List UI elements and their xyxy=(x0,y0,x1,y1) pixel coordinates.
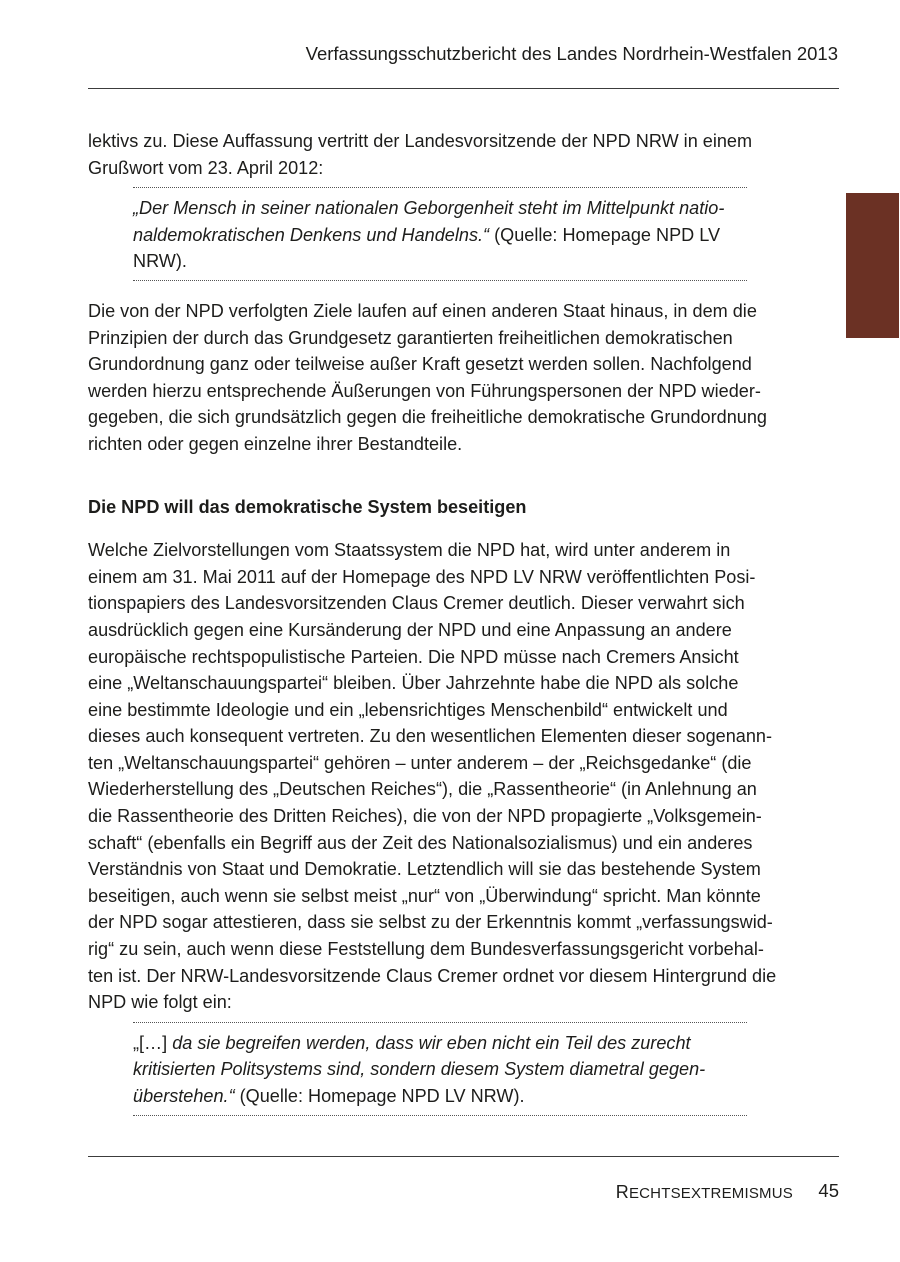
paragraph-line: gegeben, die sich grundsätzlich gegen die freiheitliche demokratische Grundordnung xyxy=(88,407,767,428)
intro-line: lektivs zu. Diese Auffassung vertritt der Landesvorsitzende der NPD NRW in einem xyxy=(88,131,753,151)
intro-line: Grußwort vom 23. April 2012: xyxy=(88,157,324,178)
paragraph-line: werden hierzu entsprechende Äußerungen von Führungspersonen der NPD wieder- xyxy=(88,380,761,401)
quote-line: NRW). xyxy=(133,251,187,272)
footer-section-label: RECHTSEXTREMISMUS xyxy=(615,1182,793,1202)
paragraph-line: dieses auch konsequent vertreten. Zu den wesentlichen Elementen dieser sogenann- xyxy=(88,726,772,747)
paragraph-line: ten ist. Der NRW-Landesvorsitzende Claus Cremer ordnet vor diesem Hintergrund die xyxy=(88,965,777,986)
paragraph-line: ausdrücklich gegen eine Kursänderung der NPD und eine Anpassung an andere xyxy=(88,619,732,640)
quote-box-1 xyxy=(133,187,747,281)
paragraph-line: die Rassentheorie des Dritten Reiches), die von der NPD propagierte „Volksgemein- xyxy=(88,806,762,827)
page-body xyxy=(88,128,804,1116)
paragraph-line: Verständnis von Staat und Demokratie. Letztendlich will sie das bestehende System xyxy=(88,859,761,880)
page-number: 45 xyxy=(818,1180,839,1201)
paragraph-line: eine „Weltanschauungspartei“ bleiben. Über Jahrzehnte habe die NPD als solche xyxy=(88,673,739,694)
paragraph-line: Welche Zielvorstellungen vom Staatssystem die NPD hat, wird unter anderem in xyxy=(88,540,731,561)
paragraph-line: Die von der NPD verfolgten Ziele laufen auf einen anderen Staat hinaus, in dem die xyxy=(88,300,757,321)
paragraph-line: Grundordnung ganz oder teilweise außer Kraft gesetzt werden sollen. Nachfolgend xyxy=(88,354,752,375)
quote-line: „Der Mensch in seiner nationalen Geborgenheit steht im Mittelpunkt natio- xyxy=(133,198,725,219)
paragraph-line: einem am 31. Mai 2011 auf der Homepage des NPD LV NRW veröffentlichten Posi- xyxy=(88,566,756,587)
footer-rule xyxy=(88,1156,839,1157)
paragraph-line: eine bestimmte Ideologie und ein „lebensrichtiges Menschenbild“ entwickelt und xyxy=(88,699,728,720)
header-rule xyxy=(88,88,839,89)
paragraph-line: der NPD sogar attestieren, dass sie selbst zu der Erkenntnis kommt „verfassungswid- xyxy=(88,912,773,933)
paragraph-line: rig“ zu sein, auch wenn diese Feststellung dem Bundesverfassungsgericht vorbehal- xyxy=(88,939,764,960)
paragraph-line: beseitigen, auch wenn sie selbst meist „nur“ von „Überwindung“ spricht. Man könnte xyxy=(88,885,761,906)
quote-line: kritisierten Politsystems sind, sondern diesem System diametral gegen- xyxy=(133,1059,706,1080)
paragraph-line: richten oder gegen einzelne ihrer Bestandteile. xyxy=(88,433,463,454)
quote-line: „[…] da sie begreifen werden, dass wir eben nicht ein Teil des zurecht xyxy=(133,1032,691,1053)
quote-box-2 xyxy=(133,1022,747,1116)
paragraph-line: NPD wie folgt ein: xyxy=(88,992,232,1013)
section-heading: Die NPD will das demokratische System beseitigen xyxy=(88,496,527,517)
quote-line: überstehen.“ (Quelle: Homepage NPD LV NRW). xyxy=(133,1086,525,1106)
chapter-tab-marker xyxy=(846,193,899,338)
paragraph-2 xyxy=(88,537,804,1016)
paragraph-1 xyxy=(88,298,804,458)
running-header-title: Verfassungsschutzbericht des Landes Nordrhein-Westfalen 2013 xyxy=(305,43,838,64)
paragraph-line: europäische rechtspopulistische Parteien. Die NPD müsse nach Cremers Ansicht xyxy=(88,646,739,667)
paragraph-line: schaft“ (ebenfalls ein Begriff aus der Zeit des Nationalsozialismus) und ein anderes xyxy=(88,832,753,853)
paragraph-line: tionspapiers des Landesvorsitzenden Claus Cremer deutlich. Dieser verwahrt sich xyxy=(88,593,745,614)
paragraph-line: Wiederherstellung des „Deutschen Reiches“), die „Rassentheorie“ (in Anlehnung an xyxy=(88,779,757,800)
paragraph-line: ten „Weltanschauungspartei“ gehören – unter anderem – der „Reichsgedanke“ (die xyxy=(88,752,752,773)
quote-line: naldemokratischen Denkens und Handelns.“ (Quelle: Homepage NPD LV xyxy=(133,224,721,245)
paragraph-line: Prinzipien der durch das Grundgesetz garantierten freiheitlichen demokratischen xyxy=(88,327,733,348)
